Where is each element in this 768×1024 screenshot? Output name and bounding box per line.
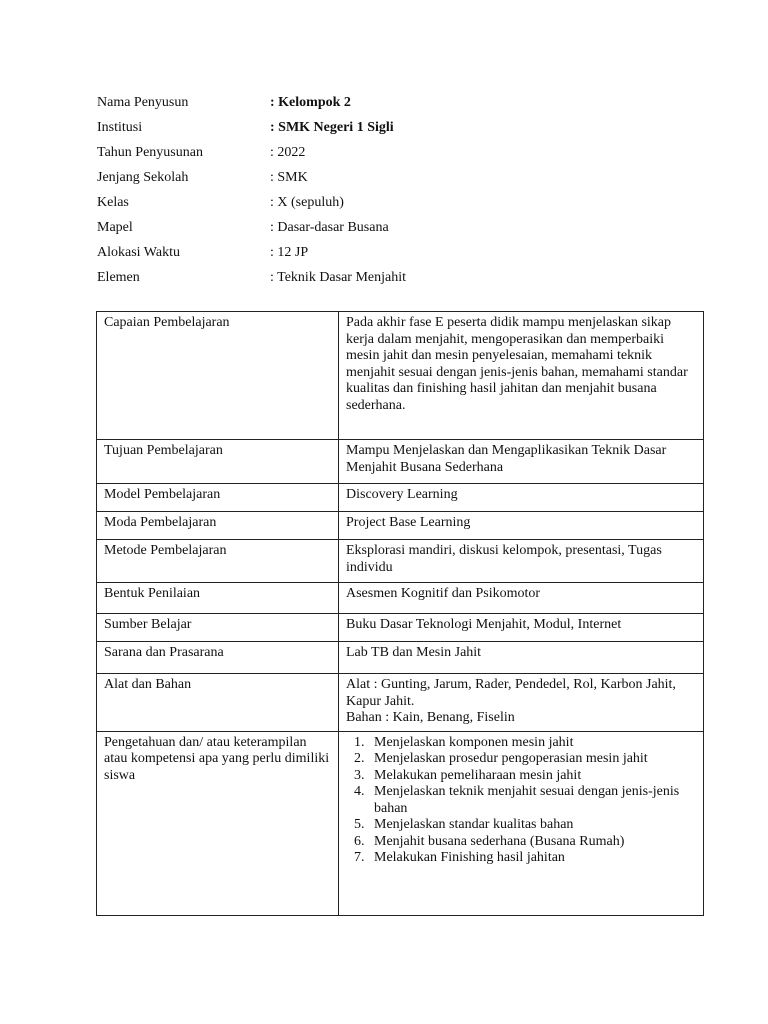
info-row-nama-penyusun [97,93,657,118]
bahan-line: Bahan : Kain, Benang, Fiselin [346,710,515,725]
list-item: 2. Menjelaskan prosedur pengoperasian mesin jahit [368,751,697,768]
info-row-elemen [97,268,657,293]
row-value [339,674,704,732]
info-label: Elemen [97,270,140,285]
row-value: Discovery Learning [339,484,704,512]
info-value: : SMK Negeri 1 Sigli [270,120,394,135]
info-row-kelas [97,193,657,218]
info-label: Nama Penyusun [97,95,189,110]
table-row-sumber [97,614,704,642]
info-row-jenjang [97,168,657,193]
info-value: : Kelompok 2 [270,95,351,110]
info-label: Tahun Penyusunan [97,145,203,160]
info-label: Institusi [97,120,143,135]
row-label: Tujuan Pembelajaran [97,440,339,484]
learning-plan-table [96,311,704,916]
row-label: Model Pembelajaran [97,484,339,512]
info-value: : Dasar-dasar Busana [270,220,389,235]
info-row-alokasi [97,243,657,268]
table-row-kompetensi [97,731,704,915]
row-value: Project Base Learning [339,512,704,540]
table-row-alat [97,674,704,732]
table-row-model [97,484,704,512]
info-value: : X (sepuluh) [270,195,344,210]
info-label: Kelas [97,195,129,210]
row-value: Eksplorasi mandiri, diskusi kelompok, presentasi, Tugas individu [339,540,704,583]
row-label: Pengetahuan dan/ atau keterampilan atau kompetensi apa yang perlu dimiliki siswa [97,731,339,915]
row-label: Moda Pembelajaran [97,512,339,540]
list-item: 5. Menjelaskan standar kualitas bahan [368,817,697,834]
row-label: Metode Pembelajaran [97,540,339,583]
info-row-tahun [97,143,657,168]
row-value: Buku Dasar Teknologi Menjahit, Modul, Internet [339,614,704,642]
info-row-mapel [97,218,657,243]
table-row-capaian [97,312,704,440]
info-label: Jenjang Sekolah [97,170,189,185]
list-item: 3. Melakukan pemeliharaan mesin jahit [368,768,697,785]
info-value: : 12 JP [270,245,309,260]
table-row-tujuan [97,440,704,484]
info-value: : SMK [270,170,308,185]
row-value: Pada akhir fase E peserta didik mampu menjelaskan sikap kerja dalam menjahit, mengoperasikan dan memperbaiki mesin jahit dan mesin penyelesaian, memahami teknik menjahit sesuai dengan jenis-jenis bahan, memahami standar kualitas dan finishing hasil jahitan dan menjahit busana sederhana. [339,312,704,440]
row-value [339,731,704,915]
row-label: Alat dan Bahan [97,674,339,732]
list-item: 4. Menjelaskan teknik menjahit sesuai dengan jenis-jenis bahan [368,784,697,817]
table-row-moda [97,512,704,540]
row-label: Sarana dan Prasarana [97,642,339,674]
row-value: Mampu Menjelaskan dan Mengaplikasikan Teknik Dasar Menjahit Busana Sederhana [339,440,704,484]
document-info [97,93,657,293]
row-label: Bentuk Penilaian [97,583,339,614]
info-value: : 2022 [270,145,306,160]
info-value: : Teknik Dasar Menjahit [270,270,407,285]
competency-list [346,735,697,867]
table-row-sarana [97,642,704,674]
list-item: 7. Melakukan Finishing hasil jahitan [368,850,697,867]
row-value: Asesmen Kognitif dan Psikomotor [339,583,704,614]
list-item: 6. Menjahit busana sederhana (Busana Rumah) [368,834,697,851]
list-item: 1. Menjelaskan komponen mesin jahit [368,735,697,752]
table-row-penilaian [97,583,704,614]
row-label: Sumber Belajar [97,614,339,642]
row-label: Capaian Pembelajaran [97,312,339,440]
info-label: Alokasi Waktu [97,245,180,260]
table-row-metode [97,540,704,583]
info-label: Mapel [97,220,133,235]
row-value: Lab TB dan Mesin Jahit [339,642,704,674]
info-row-institusi [97,118,657,143]
alat-line: Alat : Gunting, Jarum, Rader, Pendedel, Rol, Karbon Jahit, Kapur Jahit. [346,677,676,709]
